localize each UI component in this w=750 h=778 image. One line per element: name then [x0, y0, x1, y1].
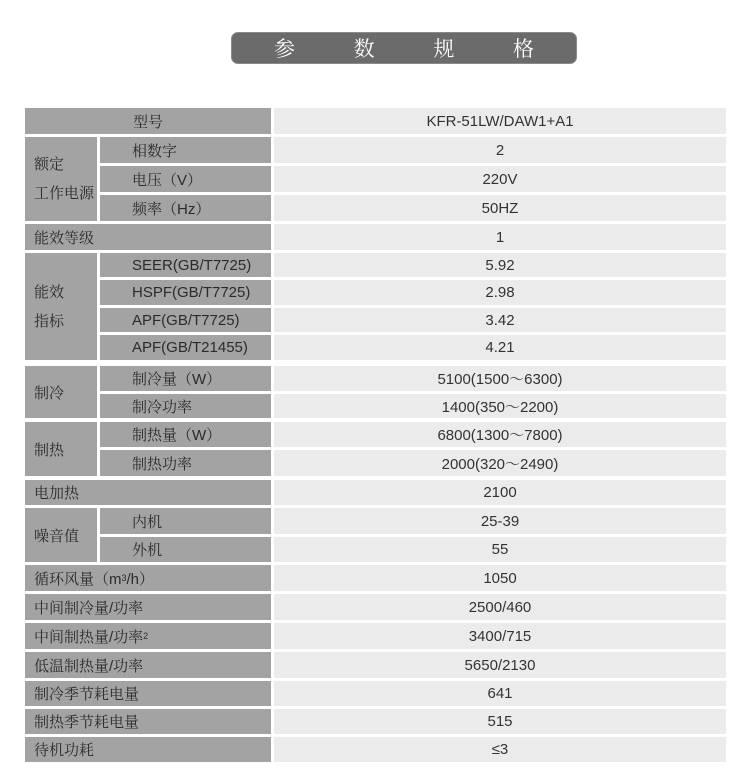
power-group-label	[25, 137, 97, 221]
noise-indoor-value: 25-39	[274, 508, 726, 534]
power-group-line1: 额定	[34, 156, 65, 173]
airflow-label-prefix: 循环风量（m	[34, 570, 122, 588]
airflow-label-sup: 3	[121, 573, 127, 583]
energy-grade-label: 能效等级	[25, 224, 271, 250]
mid-cooling-value: 2500/460	[274, 594, 726, 620]
apf-gbt21455-value: 4.21	[274, 335, 726, 360]
efficiency-group-line1: 能效	[34, 283, 65, 301]
heating-capacity-value: 6800(1300～7800)	[274, 422, 726, 447]
mid-heating-value: 3400/715	[274, 623, 726, 649]
phase-value: 2	[274, 137, 726, 163]
cooling-capacity-value: 5100(1500～6300)	[274, 366, 726, 391]
mid-heating-label-text: 中间制热量/功率	[34, 628, 144, 646]
frequency-label: 频率（Hz）	[100, 195, 271, 221]
heating-group-label: 制热	[25, 422, 97, 476]
heating-power-value: 2000(320～2490)	[274, 450, 726, 476]
cooling-group-label: 制冷	[25, 366, 97, 418]
energy-grade-value: 1	[274, 224, 726, 250]
airflow-value: 1050	[274, 565, 726, 591]
seer-value: 5.92	[274, 253, 726, 277]
heating-capacity-label: 制热量（W）	[100, 422, 271, 447]
electric-heating-value: 2100	[274, 480, 726, 505]
model-value: KFR-51LW/DAW1+A1	[274, 108, 726, 134]
hspf-label: HSPF(GB/T7725)	[100, 280, 271, 305]
airflow-label	[25, 565, 271, 591]
apf-gbt7725-label: APF(GB/T7725)	[100, 308, 271, 332]
standby-power-label: 待机功耗	[25, 737, 271, 762]
season-cooling-label: 制冷季节耗电量	[25, 681, 271, 706]
seer-label: SEER(GB/T7725)	[100, 253, 271, 277]
cooling-power-label: 制冷功率	[100, 394, 271, 418]
spec-title: 参 数 规 格	[232, 33, 576, 63]
noise-indoor-label: 内机	[100, 508, 271, 534]
season-heating-label: 制热季节耗电量	[25, 709, 271, 734]
frequency-value: 50HZ	[274, 195, 726, 221]
low-temp-heating-value: 5650/2130	[274, 652, 726, 678]
phase-label: 相数字	[100, 137, 271, 163]
airflow-label-suffix: /h）	[126, 570, 155, 588]
power-group-line2: 工作电源	[34, 185, 95, 202]
noise-group-label: 噪音值	[25, 508, 97, 562]
efficiency-group-label	[25, 253, 97, 360]
efficiency-group-line2: 指标	[34, 312, 65, 330]
mid-heating-label	[25, 623, 271, 649]
hspf-value: 2.98	[274, 280, 726, 305]
heating-power-label: 制热功率	[100, 450, 271, 476]
voltage-label: 电压（V）	[100, 166, 271, 192]
cooling-capacity-label: 制冷量（W）	[100, 366, 271, 391]
noise-outdoor-label: 外机	[100, 537, 271, 562]
mid-cooling-label: 中间制冷量/功率	[25, 594, 271, 620]
noise-outdoor-value: 55	[274, 537, 726, 562]
apf-gbt21455-label: APF(GB/T21455)	[100, 335, 271, 360]
apf-gbt7725-value: 3.42	[274, 308, 726, 332]
season-heating-value: 515	[274, 709, 726, 734]
low-temp-heating-label: 低温制热量/功率	[25, 652, 271, 678]
mid-heating-label-sup: 2	[143, 631, 149, 641]
electric-heating-label: 电加热	[25, 480, 271, 505]
voltage-value: 220V	[274, 166, 726, 192]
model-label: 型号	[25, 108, 271, 134]
cooling-power-value: 1400(350～2200)	[274, 394, 726, 418]
standby-power-value: ≤3	[274, 737, 726, 762]
season-cooling-value: 641	[274, 681, 726, 706]
